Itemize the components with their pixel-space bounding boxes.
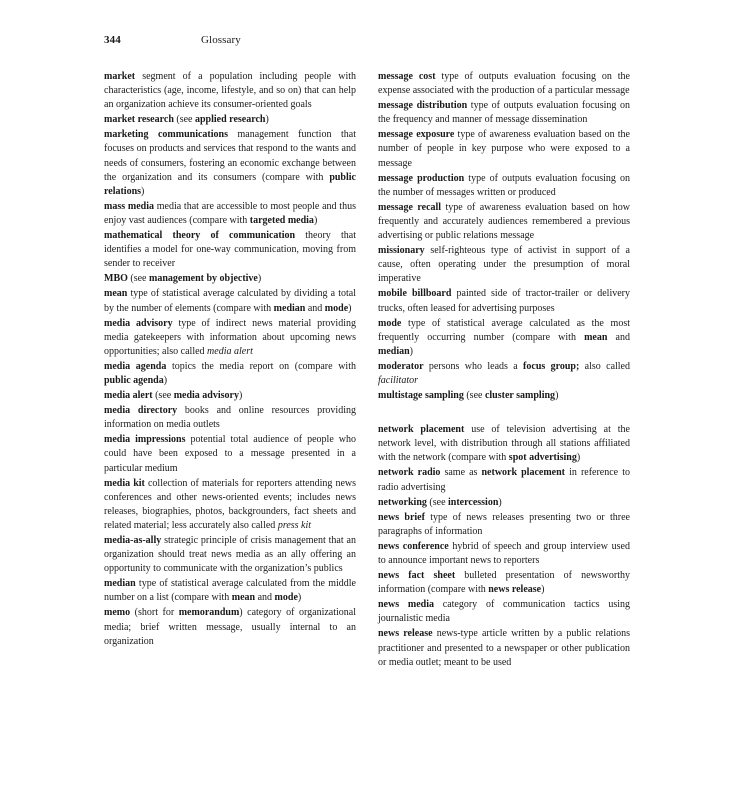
glossary-term: market [104, 71, 136, 82]
definition-text: use of television advertising at the network level, with distribution through all stations affiliated with the network (compare with [378, 424, 630, 464]
glossary-entry [104, 128, 356, 198]
definition-text: ) [265, 114, 269, 126]
definition-text: (see [463, 390, 485, 402]
glossary-term: MBO [104, 273, 128, 285]
glossary-term: message recall [378, 201, 442, 213]
glossary-entry [104, 113, 356, 127]
definition-text: ) [313, 214, 318, 226]
glossary-entry [378, 128, 630, 170]
glossary-term: media agenda [104, 360, 167, 372]
definition-text: (short for [130, 607, 179, 619]
definition-text: theory that identifies a model for one-way communication, moving from sender to receiver [104, 230, 356, 270]
glossary-entry [378, 627, 630, 669]
glossary-term: news brief [378, 511, 425, 523]
glossary-term: message distribution [378, 100, 468, 112]
glossary-term: missionary [378, 245, 425, 257]
cross-reference: management by objective [149, 273, 258, 285]
glossary-entry [378, 201, 630, 243]
cross-reference: spot advertising [508, 452, 577, 464]
cross-reference: mode [274, 592, 298, 604]
glossary-term: median [104, 578, 136, 590]
glossary-term: mathematical theory of communication [104, 230, 296, 242]
definition-text: ) [498, 496, 502, 508]
definition-text: type of news releases presenting two or three paragraphs of information [378, 511, 630, 537]
definition-text: type of indirect news material providing media gatekeepers with information about upcoming news opportunities; also called [104, 317, 356, 357]
definition-text: type of statistical average calculated as the most frequently occurring number (compare with [378, 317, 630, 343]
glossary-term: network radio [378, 467, 441, 479]
definition-text: ) [257, 273, 262, 285]
definition-text: books and online resources providing information on media outlets [104, 405, 356, 431]
definition-text: ) [409, 345, 414, 357]
definition-text: and [607, 331, 630, 343]
definition-text: bulleted presentation of newsworthy information (compare with [378, 570, 631, 596]
glossary-entry [104, 272, 356, 286]
glossary-entry [104, 70, 356, 112]
glossary-term: news conference [378, 540, 449, 552]
glossary-term: moderator [378, 360, 424, 372]
glossary-entry [378, 423, 630, 465]
definition-text: type of outputs evaluation focusing on the expense associated with the production of a particular message [378, 71, 630, 97]
definition-text: collection of materials for reporters attending news conferences and other news-oriented events; includes news releases, biographies, photos, backgrounders, fact sheets and related material; less accurately also called [104, 477, 356, 531]
definition-text: and [255, 592, 275, 604]
glossary-entry [378, 389, 630, 403]
glossary-term: mean [104, 288, 128, 300]
definition-text: in reference to radio advertising [378, 467, 630, 493]
cross-reference: news release [488, 584, 542, 596]
definition-text: (see [127, 273, 149, 285]
glossary-entry [378, 496, 630, 510]
glossary-term: media alert [104, 390, 153, 402]
glossary-entry [378, 360, 630, 388]
definition-text: ) category of organizational media; brief written message, usually internal to an organization [104, 607, 356, 647]
glossary-entry [378, 569, 630, 597]
definition-text: and [305, 302, 325, 314]
definition-text: type of statistical average calculated from the middle number on a list (compare with [104, 578, 356, 604]
glossary-entry [104, 606, 356, 648]
glossary-entry [378, 466, 630, 494]
definition-text: ) [297, 592, 302, 604]
definition-text: type of awareness evaluation based on how frequently and accurately audiences remembered a previous advertising or public relations message [378, 201, 630, 242]
page-number: 344 [104, 34, 121, 46]
glossary-term: media directory [104, 405, 178, 417]
alternate-term: facilitator [378, 374, 418, 386]
definition-text: type of outputs evaluation focusing on the number of messages written or produced [378, 172, 630, 198]
glossary-entry [378, 317, 630, 359]
glossary-term: networking [378, 496, 427, 508]
glossary-entry [104, 404, 356, 432]
cross-reference: applied research [195, 114, 266, 126]
definition-text: management function that focuses on products and services that respond to the wants and needs of consumers, fostering an economic exchange between the organization and its consumers (compare with [104, 129, 356, 183]
cross-reference: targeted media [249, 214, 314, 226]
glossary-entry [378, 540, 630, 568]
glossary-term: news release [378, 628, 433, 640]
definition-text: painted side of tractor-trailer or delivery trucks, often leased for advertising purposes [378, 288, 630, 314]
glossary-term: media impressions [104, 434, 186, 446]
definition-text: potential total audience of people who could have been exposed to a message presented in a particular medium [104, 434, 356, 474]
glossary-term: network placement [378, 424, 465, 436]
glossary-term: mode [378, 317, 402, 329]
definition-text: ) [541, 584, 545, 596]
cross-reference: public agenda [104, 374, 164, 386]
glossary-entry [104, 534, 356, 576]
definition-text: ) [576, 452, 581, 464]
definition-text: ) [555, 390, 559, 402]
glossary-term: message exposure [378, 129, 455, 141]
glossary-term: marketing communications [104, 129, 228, 141]
glossary-term: multistage sampling [378, 390, 464, 402]
glossary-left-column [104, 70, 356, 650]
glossary-term: mass media [104, 200, 154, 212]
cross-reference: intercession [448, 496, 499, 508]
running-title: Glossary [201, 34, 241, 46]
definition-text: also called [579, 360, 630, 372]
cross-reference: network placement [481, 467, 566, 479]
cross-reference: mode [324, 302, 349, 314]
glossary-term: memo [104, 607, 131, 619]
glossary-term: message production [378, 172, 465, 184]
glossary-entry [378, 244, 630, 286]
definition-text: ) [163, 374, 168, 386]
glossary-term: media advisory [104, 317, 173, 329]
definition-text: category of communication tactics using journalistic media [378, 599, 630, 625]
definition-text: (see [426, 496, 449, 508]
glossary-entry [104, 317, 356, 359]
cross-reference: mean [231, 592, 256, 604]
definition-text: ) [141, 185, 145, 197]
glossary-entry [378, 70, 630, 98]
cross-reference: median [378, 345, 410, 357]
definition-text: hybrid of speech and group interview used to announce important news to reporters [378, 540, 630, 566]
glossary-entry [378, 511, 630, 539]
glossary-term: media-as-ally [104, 535, 162, 546]
glossary-entry [104, 360, 356, 388]
glossary-entry [104, 229, 356, 271]
definition-text: same as [440, 467, 482, 479]
definition-text: ) [348, 302, 352, 314]
definition-text: topics the media report on (compare with [166, 360, 356, 372]
glossary-entry [104, 389, 356, 403]
definition-text: media that are accessible to most people and thus enjoy vast audiences (compare with [104, 200, 356, 226]
glossary-term: market research [104, 114, 174, 126]
cross-reference: media advisory [173, 390, 239, 402]
definition-text: type of statistical average calculated by dividing a total by the number of elements (compare with [104, 288, 356, 314]
definition-text: strategic principle of crisis management that an organization should treat news media as an ally offering an opportunity to communicate with the organization’s publics [104, 535, 356, 575]
cross-reference: public relations [104, 171, 356, 197]
glossary-entry [378, 172, 630, 200]
glossary-entry [104, 433, 356, 475]
definition-text: ) [238, 390, 243, 402]
glossary-term: media kit [104, 477, 145, 489]
glossary-entry [104, 477, 356, 533]
glossary-term: news fact sheet [378, 570, 456, 582]
glossary-entry [378, 598, 630, 626]
definition-text: type of outputs evaluation focusing on the frequency and manner of message dissemination [378, 100, 630, 126]
glossary-entry [378, 287, 630, 315]
glossary-entry [104, 200, 356, 228]
glossary-entry [378, 99, 630, 127]
glossary-entry [104, 287, 356, 315]
definition-text: segment of a population including people with characteristics (age, income, lifestyle, and so on) that can help an organization achieve its consumer-oriented goals [104, 71, 356, 111]
glossary-entry [104, 577, 356, 605]
alternate-term: media alert [207, 345, 253, 357]
glossary-term: mobile billboard [378, 288, 452, 300]
definition-text: self-righteous type of activist in support of a cause, often operating under the presumption of moral imperative [378, 245, 630, 285]
definition-text: (see [152, 390, 174, 402]
definition-text: persons who leads a [423, 360, 524, 372]
definition-text: (see [173, 114, 195, 126]
cross-reference: mean [584, 331, 608, 343]
cross-reference: cluster sampling [484, 390, 556, 402]
cross-reference: memorandum [178, 607, 240, 619]
cross-reference: median [273, 302, 306, 314]
alternate-term: press kit [277, 519, 312, 531]
glossary-term: message cost [378, 71, 436, 82]
definition-text: type of awareness evaluation based on the number of people in key purpose who were exposed to a message [378, 129, 630, 169]
definition-text: news-type article written by a public relations practitioner and presented to a newspaper or other publication or media outlet; meant to be used [378, 628, 630, 668]
glossary-term: news media [378, 599, 434, 611]
glossary-right-column [378, 70, 630, 671]
cross-reference: focus group; [523, 360, 580, 372]
